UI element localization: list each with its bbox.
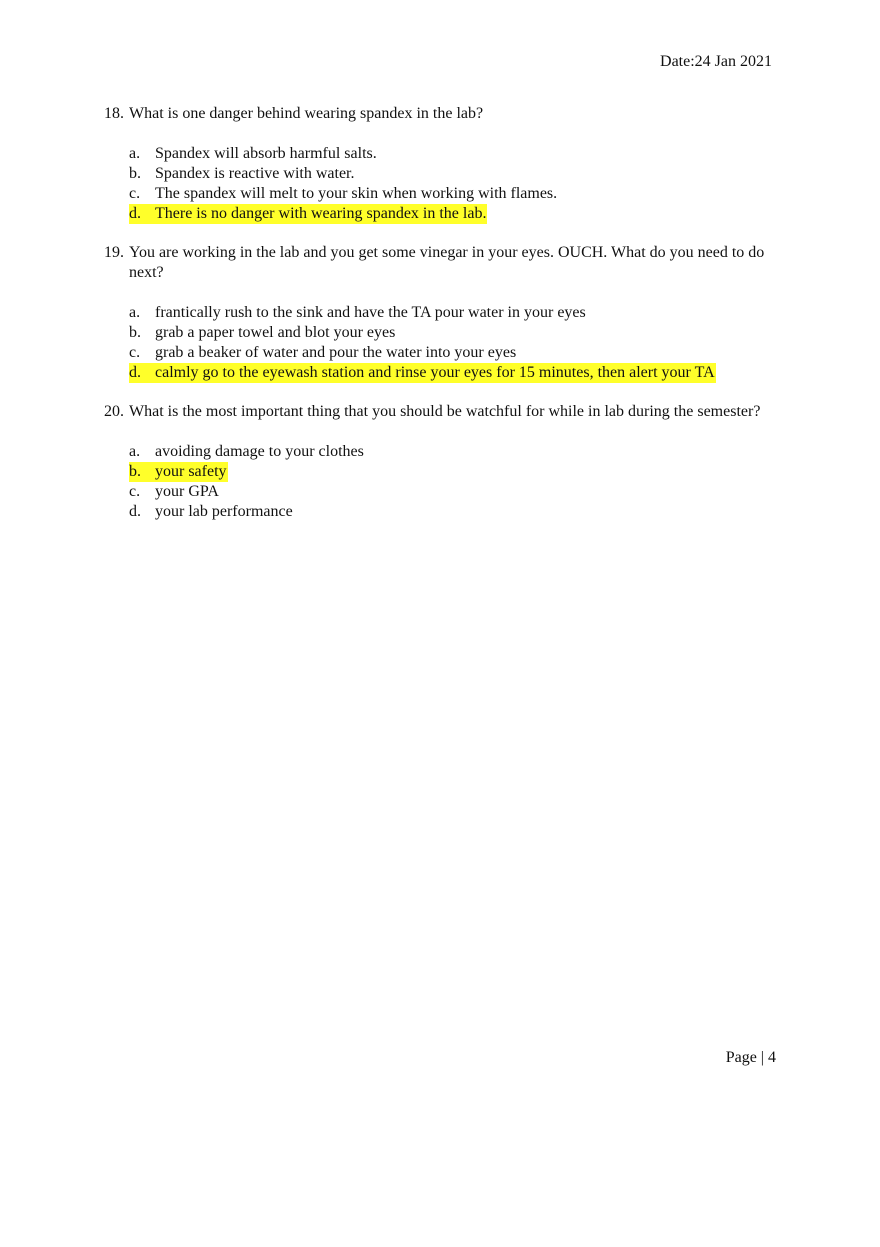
question-18	[104, 104, 784, 224]
question-19-text-block	[104, 243, 784, 283]
page-number: Page | 4	[725, 1049, 776, 1066]
option-d-highlighted: d. There is no danger with wearing spandex in the lab.	[129, 205, 487, 222]
option-a: a. frantically rush to the sink and have the TA pour water in your eyes	[129, 304, 586, 321]
option-c: c. grab a beaker of water and pour the water into your eyes	[129, 344, 517, 361]
question-text: You are working in the lab and you get some vinegar in your eyes. OUCH. What do you need to do next?	[129, 244, 765, 281]
date-header: Date:24 Jan 2021	[660, 53, 772, 70]
question-20-text-block	[104, 402, 784, 422]
option-d-highlighted: d. calmly go to the eyewash station and rinse your eyes for 15 minutes, then alert your TA	[129, 364, 715, 381]
option-c: c. your GPA	[129, 483, 219, 500]
question-19	[104, 243, 784, 383]
option-c: c. The spandex will melt to your skin when working with flames.	[129, 185, 558, 202]
option-d: d. your lab performance	[129, 503, 293, 520]
option-a: a. Spandex will absorb harmful salts.	[129, 145, 377, 162]
option-b: b. Spandex is reactive with water.	[129, 165, 355, 182]
question-number: 20.	[104, 403, 124, 420]
option-b: b. grab a paper towel and blot your eyes	[129, 324, 396, 341]
options-list	[129, 144, 784, 224]
question-text: What is the most important thing that you should be watchful for while in lab during the semester?	[129, 403, 761, 420]
options-list	[129, 303, 784, 383]
question-number: 18.	[104, 105, 124, 122]
question-18-text-block	[104, 104, 784, 124]
question-20	[104, 402, 784, 522]
options-list	[129, 442, 784, 522]
question-number: 19.	[104, 244, 124, 261]
option-a: a. avoiding damage to your clothes	[129, 443, 364, 460]
option-b-highlighted: b. your safety	[129, 463, 227, 480]
question-text: What is one danger behind wearing spandex in the lab?	[129, 105, 484, 122]
